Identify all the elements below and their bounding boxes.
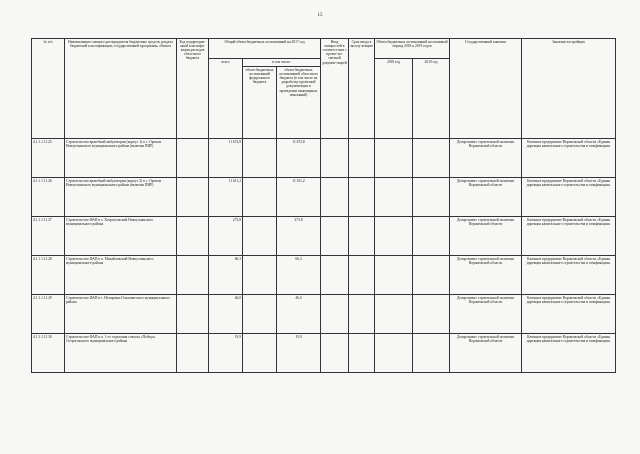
row-customer: Департамент строительной политики Воронежской области bbox=[450, 217, 522, 256]
row-total: 19,9 bbox=[209, 334, 243, 373]
header-customer: Государственный заказчик bbox=[450, 39, 522, 139]
row-customer: Департамент строительной политики Воронежской области bbox=[450, 178, 522, 217]
header-federal: объем бюджетных ассигнований федерального бюджета bbox=[243, 67, 277, 139]
row-developer: Казенное предприятие Воронежской области «Единая дирекция капитального строительства и газификации» bbox=[522, 178, 616, 217]
row-regional: 11 672,8 bbox=[277, 139, 321, 178]
row-2019 bbox=[413, 178, 450, 217]
row-num: 4.1.1.1.11.27 bbox=[32, 217, 65, 256]
row-federal bbox=[243, 334, 277, 373]
row-regional: 66,3 bbox=[277, 256, 321, 295]
row-name: Строительство ФАП в с. Хохрастовский Новоусманского муниципального района bbox=[65, 217, 177, 256]
row-capacity bbox=[321, 295, 349, 334]
row-term bbox=[349, 217, 375, 256]
row-capacity bbox=[321, 256, 349, 295]
row-2019 bbox=[413, 139, 450, 178]
header-regional: объем бюджетных ассигнований областного бюджета (в том числе на разработку проектной документации и проведение инженерных изысканий) bbox=[277, 67, 321, 139]
row-federal bbox=[243, 256, 277, 295]
row-federal bbox=[243, 139, 277, 178]
row-code bbox=[177, 295, 209, 334]
row-code bbox=[177, 178, 209, 217]
row-2018 bbox=[375, 178, 413, 217]
row-total: 66,3 bbox=[209, 256, 243, 295]
row-2019 bbox=[413, 334, 450, 373]
row-federal bbox=[243, 295, 277, 334]
row-num: 4.1.1.1.11.30 bbox=[32, 334, 65, 373]
header-2019: 2019 год bbox=[413, 59, 450, 139]
row-regional: 46,0 bbox=[277, 295, 321, 334]
row-name: Строительство ФАП в п. Михайловский Новоусманского муниципального района bbox=[65, 256, 177, 295]
row-total: 273,8 bbox=[209, 217, 243, 256]
row-2018 bbox=[375, 139, 413, 178]
row-term bbox=[349, 178, 375, 217]
row-name: Строительство ФАП в п. 1-го отделения совхоза «Победа» Острогожского муниципального района bbox=[65, 334, 177, 373]
row-code bbox=[177, 334, 209, 373]
row-name: Строительство врачебной амбулатории (корпус 2) в с. Оровом Новоусманского муниципального района (включая ПИР) bbox=[65, 178, 177, 217]
page-number: 15 bbox=[317, 13, 323, 18]
budget-table bbox=[31, 38, 616, 373]
table-row bbox=[32, 217, 616, 256]
row-code bbox=[177, 217, 209, 256]
row-developer: Казенное предприятие Воронежской области «Единая дирекция капитального строительства и газификации» bbox=[522, 217, 616, 256]
table-row bbox=[32, 334, 616, 373]
header-capacity: Ввод мощностей в соответст-вии с проект-но-сметной докумен-тацией bbox=[321, 39, 349, 139]
row-customer: Департамент строительной политики Воронежской области bbox=[450, 256, 522, 295]
row-capacity bbox=[321, 217, 349, 256]
row-2019 bbox=[413, 217, 450, 256]
row-capacity bbox=[321, 334, 349, 373]
row-total: 46,0 bbox=[209, 295, 243, 334]
header-term: Срок ввода в эксплу-атацию bbox=[349, 39, 375, 139]
row-developer: Казенное предприятие Воронежской области «Единая дирекция капитального строительства и газификации» bbox=[522, 139, 616, 178]
row-term bbox=[349, 139, 375, 178]
row-2019 bbox=[413, 256, 450, 295]
row-name: Строительство врачебной амбулатории (корпус 1) в с. Оровом Новоусманского муниципального района (включая ПИР) bbox=[65, 139, 177, 178]
row-total: 11 611,2 bbox=[209, 178, 243, 217]
row-code bbox=[177, 139, 209, 178]
row-num: 4.1.1.1.11.25 bbox=[32, 139, 65, 178]
row-capacity bbox=[321, 178, 349, 217]
header-code: Код подпрограм-мной классифи-кации расходов областного бюджета bbox=[177, 39, 209, 139]
header-2018: 2018 год bbox=[375, 59, 413, 139]
row-regional: 19,9 bbox=[277, 334, 321, 373]
header-developer: Заказчик-застройщик bbox=[522, 39, 616, 139]
row-developer: Казенное предприятие Воронежской области «Единая дирекция капитального строительства и газификации» bbox=[522, 295, 616, 334]
row-2018 bbox=[375, 256, 413, 295]
row-2018 bbox=[375, 295, 413, 334]
row-regional: 11 611,2 bbox=[277, 178, 321, 217]
row-2019 bbox=[413, 295, 450, 334]
row-name: Строительство ФАП в с. Несвровка Ольховатского муниципального района bbox=[65, 295, 177, 334]
row-federal bbox=[243, 178, 277, 217]
row-2018 bbox=[375, 334, 413, 373]
row-regional: 273,8 bbox=[277, 217, 321, 256]
row-developer: Казенное предприятие Воронежской области «Единая дирекция капитального строительства и газификации» bbox=[522, 334, 616, 373]
header-incl: в том числе: bbox=[243, 59, 321, 67]
table-row bbox=[32, 178, 616, 217]
header-total-group: Общий объем бюджетных ассигнований на 2017 год bbox=[209, 39, 321, 59]
row-customer: Департамент строительной политики Воронежской области bbox=[450, 139, 522, 178]
row-num: 4.1.1.1.11.28 bbox=[32, 256, 65, 295]
row-term bbox=[349, 256, 375, 295]
row-2018 bbox=[375, 217, 413, 256]
row-term bbox=[349, 295, 375, 334]
row-customer: Департамент строительной политики Воронежской области bbox=[450, 295, 522, 334]
table-row bbox=[32, 295, 616, 334]
header-plan-group: Объем бюджетных ассигнований на плановый период 2018 и 2019 годов bbox=[375, 39, 450, 59]
row-total: 11 672,8 bbox=[209, 139, 243, 178]
row-capacity bbox=[321, 139, 349, 178]
row-num: 4.1.1.1.11.29 bbox=[32, 295, 65, 334]
row-developer: Казенное предприятие Воронежской области «Единая дирекция капитального строительства и газификации» bbox=[522, 256, 616, 295]
row-term bbox=[349, 334, 375, 373]
row-customer: Департамент строительной политики Воронежской области bbox=[450, 334, 522, 373]
row-num: 4.1.1.1.11.26 bbox=[32, 178, 65, 217]
header-total: всего bbox=[209, 59, 243, 139]
header-name: Наименование главного распорядителя бюджетных средств, раздела бюджетной классификации, государственной программы, объекта bbox=[65, 39, 177, 139]
header-num: № п/п bbox=[32, 39, 65, 139]
table-row bbox=[32, 139, 616, 178]
table-row bbox=[32, 256, 616, 295]
row-federal bbox=[243, 217, 277, 256]
row-code bbox=[177, 256, 209, 295]
